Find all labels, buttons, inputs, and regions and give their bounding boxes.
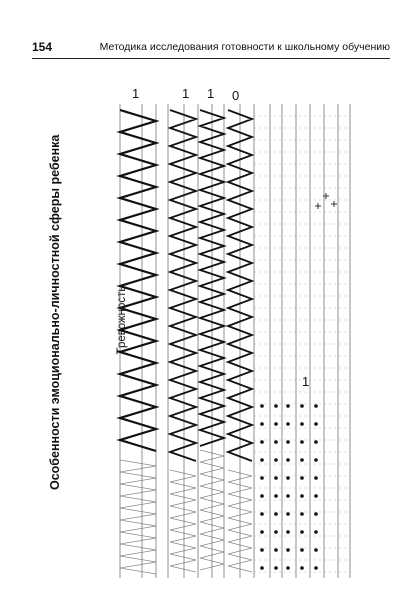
dot [274,512,278,516]
zigzag-stroke [120,110,156,451]
dot [274,422,278,426]
dot [314,530,318,534]
zigzag-template [170,470,196,572]
page-number: 154 [32,40,53,54]
handwritten-note: 1 [302,374,310,389]
dot [286,494,290,498]
dot [260,458,264,462]
column-mark-2: 1 [182,86,190,101]
dot [260,566,264,570]
dot [286,566,290,570]
zigzag-stroke [170,110,196,461]
dot [274,548,278,552]
dot [274,476,278,480]
dot [314,512,318,516]
dot [314,458,318,462]
caption-title: Особенности эмоционально-личностной сферы ребенка [48,134,62,490]
dot [286,512,290,516]
dot [300,476,304,480]
dot [300,530,304,534]
caption-subtitle: Тревожность [116,285,128,355]
dot [286,548,290,552]
dot [314,422,318,426]
header-rule [32,58,390,59]
zigzag-template [120,460,156,574]
column-mark-4: 0 [232,88,240,103]
dot [314,494,318,498]
dot [314,476,318,480]
dot [314,548,318,552]
dot [286,404,290,408]
page-header [32,40,390,58]
plus-mark [315,203,321,209]
rotated-caption [44,134,128,490]
dot [300,440,304,444]
dot [274,566,278,570]
plus-mark [331,201,337,207]
dot [260,440,264,444]
worksheet-drawing [112,86,356,581]
dot [286,530,290,534]
dot [286,458,290,462]
dot [314,566,318,570]
dot [300,566,304,570]
dot [260,404,264,408]
dot [260,530,264,534]
handwritten-zigzags [120,110,252,574]
running-title: Методика исследования готовности к школьному обучению [99,41,390,53]
dot [274,530,278,534]
dot [314,440,318,444]
dot [274,440,278,444]
handwritten-dots [260,193,337,570]
dot [286,476,290,480]
dot [260,512,264,516]
dot [300,548,304,552]
column-mark-3: 1 [207,86,215,101]
dot [286,440,290,444]
dot [274,494,278,498]
dot [274,458,278,462]
dot [300,404,304,408]
column-mark-1: 1 [132,86,140,101]
dot [260,548,264,552]
dot [286,422,290,426]
dot [260,422,264,426]
dot [300,512,304,516]
handwriting-worksheet-scan [112,86,356,581]
dot [300,494,304,498]
dot [300,422,304,426]
dot [260,494,264,498]
dot [274,404,278,408]
dot [300,458,304,462]
dot [260,476,264,480]
zigzag-template [228,470,252,572]
dot [314,404,318,408]
